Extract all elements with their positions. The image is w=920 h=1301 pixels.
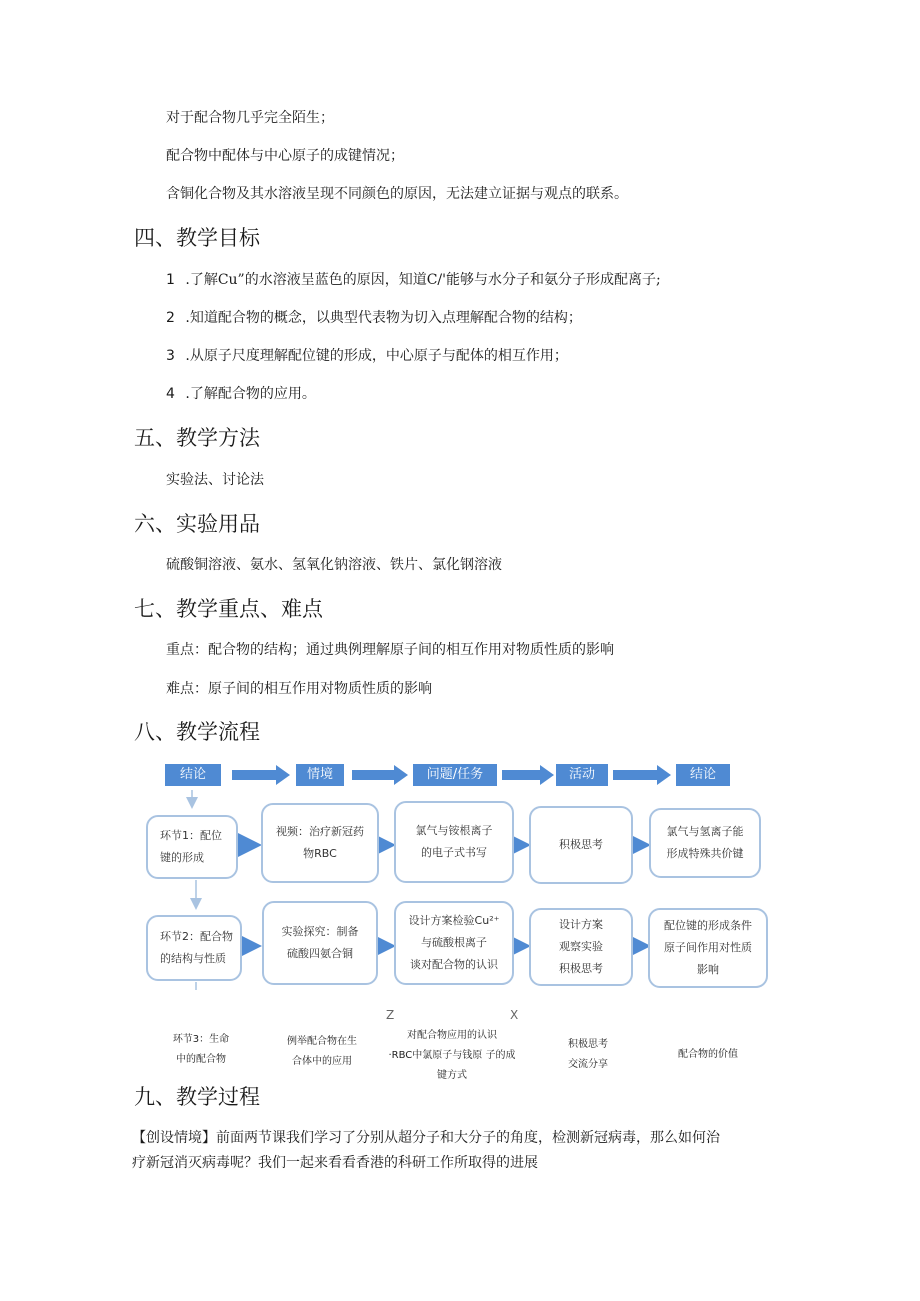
section-heading: 六、实验用品	[134, 512, 260, 536]
flow-header-situation: 情境	[296, 764, 344, 786]
text-line: 实验法、讨论法	[166, 472, 264, 488]
flow-box-stage1: 环节1：配位 键的形成	[146, 815, 238, 879]
flow-box-observe: 设计方案 观察实验 积极思考	[529, 908, 633, 986]
section-heading: 八、教学流程	[134, 720, 260, 744]
key-point: 重点：配合物的结构；通过典例理解原子间的相互作用对物质性质的影响	[166, 642, 614, 658]
flow-header-conclusion: 结论	[165, 764, 221, 786]
flow-caption-examples: 例举配合物在生 合体中的应用	[287, 1036, 357, 1067]
flow-caption-stage3: 环节3：生命 中的配合物	[172, 1034, 230, 1065]
item-number: 3	[166, 348, 175, 364]
section-heading: 七、教学重点、难点	[134, 597, 323, 621]
flow-box-design-test: 设计方案检验Cu²⁺ 与硫酸根离子 谈对配合物的认识	[394, 901, 514, 985]
flow-box-special-bond: 氯气与氢离子能 形成特殊共价键	[649, 808, 761, 878]
flow-caption-value: 配合物的价值	[678, 1049, 738, 1060]
item-number: 4	[166, 386, 175, 402]
item-text: .从原子尺度理解配位键的形成，中心原子与配体的相互作用；	[185, 348, 568, 364]
paragraph-line: 【创设情境】前面两节课我们学习了分别从超分子和大分子的角度，检测新冠病毒，那么如何治	[132, 1130, 720, 1146]
item-text: .知道配合物的概念，以典型代表物为切入点理解配合物的结构；	[185, 310, 582, 326]
section-heading: 九、教学过程	[134, 1085, 260, 1109]
text-line: 含铜化合物及其水溶液呈现不同颜色的原因，无法建立证据与观点的联系。	[166, 186, 628, 202]
flow-caption-application: 对配合物应用的认识 ·RBC中氯原子与钱原 子的成 键方式	[388, 1030, 516, 1081]
text-line: 配合物中配体与中心原子的成键情况；	[166, 148, 404, 164]
stray-mark: Z	[386, 1008, 395, 1022]
section-heading: 四、教学目标	[134, 226, 260, 250]
item-number: 1	[166, 272, 175, 288]
difficult-point: 难点：原子间的相互作用对物质性质的影响	[166, 681, 432, 697]
text-line: 硫酸铜溶液、氨水、氢氧化钠溶液、铁片、氯化钢溶液	[166, 557, 502, 573]
text-line: 对于配合物几乎完全陌生；	[166, 110, 334, 126]
paragraph-line: 疗新冠消灭病毒呢？我们一起来看看香港的科研工作所取得的进展	[132, 1155, 538, 1171]
flow-box-bond-conditions: 配位键的形成条件 原子间作用对性质 影响	[648, 908, 768, 988]
item-number: 2	[166, 310, 175, 326]
stray-mark: X	[510, 1008, 519, 1022]
flow-box-experiment: 实验探究：制备 硫酸四氨合铜	[262, 901, 378, 985]
flow-box-video: 视频：治疗新冠药 物RBC	[261, 803, 379, 883]
flow-caption-share: 积极思考 交流分享	[568, 1039, 608, 1070]
section-heading: 五、教学方法	[134, 426, 260, 450]
item-text: .了解配合物的应用。	[185, 386, 316, 402]
flow-header-task: 问题/任务	[413, 764, 497, 786]
flow-header-conclusion-2: 结论	[676, 764, 730, 786]
flow-header-activity: 活动	[556, 764, 608, 786]
flow-box-stage2: 环节2：配合物 的结构与性质	[146, 915, 242, 981]
flow-box-electron-formula: 氯气与铵根离子 的电子式书写	[394, 801, 514, 883]
flow-box-think: 积极思考	[529, 806, 633, 884]
item-text: .了解Cu”的水溶液呈蓝色的原因，知道C/'能够与水分子和氨分子形成配离子;	[185, 272, 661, 288]
